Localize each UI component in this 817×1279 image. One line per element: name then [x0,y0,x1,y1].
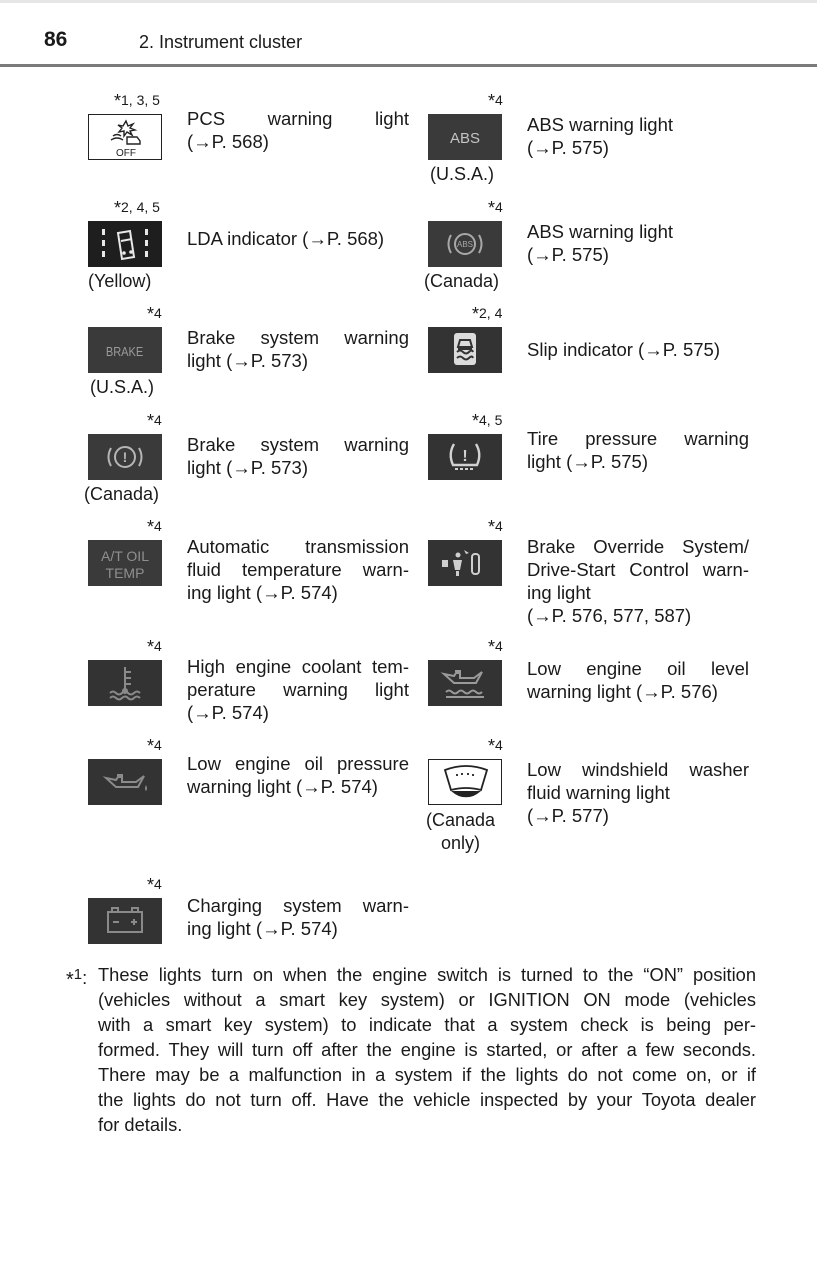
note-ref: *4 [147,875,162,895]
note-ref: *4 [488,637,503,657]
entry-oil-level [420,636,760,736]
abs-circle-text: ABS [456,240,474,249]
entry-charging-system [80,874,420,974]
footnote [66,962,756,1137]
washer-fluid-icon [428,759,502,805]
note-ref: *4 [147,517,162,537]
description: Charging system warn- ing light (→P. 574) [187,895,409,939]
temp-text: TEMP [105,565,145,581]
note-ref: *4 [488,736,503,756]
note-ref: *4, 5 [472,411,503,431]
description: ABS warning light (→P. 575) [527,221,674,265]
brake-text-icon [88,327,162,373]
page-number: 86 [44,28,68,51]
note-ref: *1, 3, 5 [114,91,160,111]
footnote-marker: *$^1$: [66,966,88,991]
description: High engine coolant tem- perature warning light (→P. 574) [187,656,409,723]
description: Brake Override System/ Drive-Start Control warn- ing light (→P. 576, 577, 587) [527,536,749,626]
pcs-off-icon [88,114,162,160]
top-edge [0,0,817,3]
coolant-temp-icon [88,660,162,706]
entry-brake-system-warning-usa [80,303,420,403]
pcs-off-text: OFF [116,148,136,159]
exclamation-mark: ! [122,449,128,465]
battery-icon [88,898,162,944]
entry-brake-system-warning-canada [80,410,420,510]
brake-override-icon [428,540,502,586]
description: Brake system warning light (→P. 573) [187,434,409,478]
region-label: (U.S.A.) [90,377,155,397]
description: Low windshield washer fluid warning light (→P. 577) [527,759,749,826]
abs-text-icon [428,114,502,160]
entry-at-fluid-temperature [80,516,420,616]
slip-indicator-icon [428,327,502,373]
entry-brake-override [420,516,760,636]
oil-level-icon [428,660,502,706]
note-ref: *4 [147,304,162,324]
note-ref: *4 [488,91,503,111]
description: Slip indicator (→P. 575) [527,339,720,360]
oil-pressure-icon [88,759,162,805]
description: Automatic transmission fluid temperature warn- ing light (→P. 574) [187,536,409,603]
description: LDA indicator (→P. 568) [187,228,385,249]
region-label: (Canada) [84,484,160,504]
brake-circle-icon [88,434,162,480]
note-ref: *2, 4 [472,304,503,324]
region-label: (U.S.A.) [430,164,495,184]
tire-pressure-icon [428,434,502,480]
at-oil-text: A/T OIL [101,548,149,564]
entry-abs-warning-canada [420,197,760,297]
header-rule [0,64,817,67]
description: Tire pressure warning light (→P. 575) [527,428,749,472]
abs-circle-icon [428,221,502,267]
region-label: (Yellow) [88,271,152,291]
entry-coolant-temperature [80,636,420,736]
entry-pcs-warning-light [80,90,420,190]
abs-text: ABS [449,130,481,147]
at-oil-temp-icon [88,540,162,586]
region-label: (Canada only) [426,810,496,853]
entry-abs-warning-usa [420,90,760,190]
description: PCS warning light (→P. 568) [187,108,409,152]
note-ref: *4 [147,637,162,657]
description: ABS warning light (→P. 575) [527,114,674,158]
entry-slip-indicator [420,303,760,403]
lda-lane-icon [88,221,162,267]
brake-text: BRAKE [105,344,144,360]
page-header [0,24,817,68]
entry-lda-indicator [80,197,420,297]
note-ref: *4 [488,198,503,218]
note-ref: *4 [147,736,162,756]
footnote-text: These lights turn on when the engine switch is turned to the “ON” position (vehicles without a smart key system) or IGNITION ON mode (vehicles with a smart key system) to indicate that a system check is being per- formed. They will turn off after the engine is started, or after a few seconds. There may be a malfunction in a system if the lights do not come on, or if the lights do not turn off. Have the vehicle inspected by your Toyota dealer for details. [98,964,756,1135]
region-label: (Canada) [424,271,500,291]
description: Low engine oil level warning light (→P. 576) [527,658,749,702]
entry-tire-pressure [420,410,760,510]
note-ref: *4 [147,411,162,431]
exclamation-mark: ! [462,448,468,465]
description: Low engine oil pressure warning light (→P. 574) [187,753,409,797]
description: Brake system warning light (→P. 573) [187,327,409,371]
section-title: 2. Instrument cluster [139,32,303,52]
note-ref: *4 [488,517,503,537]
entry-oil-pressure [80,735,420,835]
entry-washer-fluid [420,735,760,865]
note-ref: *2, 4, 5 [114,198,160,218]
